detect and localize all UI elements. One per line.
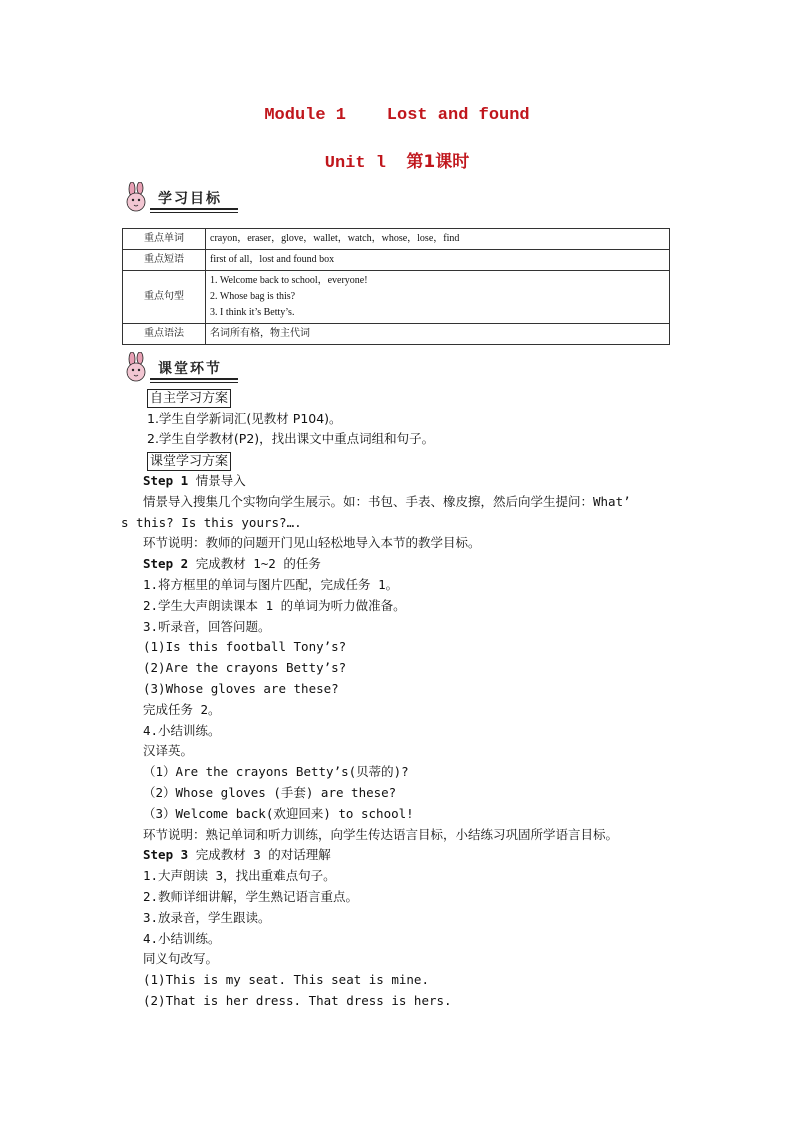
- line-text: 4.小结训练。: [143, 930, 221, 946]
- line-text: 2.教师详细讲解，学生熟记语言重点。: [143, 889, 359, 904]
- self-study-item: 2.学生自学教材(P2)，找出课文中重点词组和句子。: [147, 431, 435, 446]
- module-name: Lost and found: [386, 106, 530, 125]
- class-study-box: 课堂学习方案: [147, 452, 231, 471]
- content-line: [143, 597, 406, 615]
- line-text: 环节说明：熟记单词和听力训练，向学生传达语言目标，小结练习巩固所学语言目标。: [143, 826, 619, 842]
- table-row: [123, 229, 670, 250]
- row-value: 名词所有格，物主代词: [206, 324, 670, 345]
- lesson-number: 第1课时: [406, 152, 470, 172]
- module-number: Module 1: [264, 106, 346, 125]
- section-banner-class: [120, 352, 238, 382]
- line-text: 同义句改写。: [143, 951, 219, 967]
- step-number: Step 1: [143, 473, 189, 488]
- content-line: [143, 971, 429, 989]
- step-heading: [143, 555, 321, 573]
- banner-underline: [150, 382, 238, 383]
- self-study-item: 1.学生自学新词汇(见教材 P104)。: [147, 411, 342, 426]
- line-text: (2)Are the crayons Betty’s?: [143, 660, 347, 676]
- line-text: 情景导入: [195, 473, 246, 488]
- line-text: 完成教材 3 的对话理解: [195, 847, 331, 863]
- line-text: （3）Welcome back(欢迎回来) to school!: [143, 805, 414, 821]
- row-value: crayon，eraser，glove，wallet，watch，whose，lose，find: [206, 229, 670, 250]
- step-heading: [143, 472, 246, 490]
- content-line: [143, 826, 618, 844]
- line-text: 3.放录音，学生跟读。: [143, 909, 271, 925]
- banner-underline: [150, 208, 238, 210]
- row-value: first of all，lost and found box: [206, 250, 670, 271]
- content-line: [143, 638, 346, 656]
- module-title: [0, 106, 794, 125]
- content-line: [143, 680, 339, 698]
- section-banner-goals: [120, 182, 238, 212]
- line-text: (2)That is her dress. That dress is hers.: [143, 993, 452, 1008]
- table-row: [123, 271, 670, 324]
- content-line: [143, 909, 271, 927]
- line-text: 1.大声朗读 3，找出重难点句子。: [143, 868, 336, 884]
- line-text: 汉译英。: [143, 743, 194, 759]
- line-text: 情景导入搜集几个实物向学生展示。如：书包、手表、橡皮擦，然后向学生提问：What’: [143, 493, 631, 509]
- row-key: 重点短语: [123, 250, 206, 271]
- row-key: 重点单词: [123, 229, 206, 250]
- content-line: [143, 950, 218, 968]
- sentence-pattern: 2. Whose bag is this?: [210, 291, 296, 302]
- content-line: [143, 722, 221, 740]
- content-line: [143, 659, 346, 677]
- line-text: 完成教材 1~2 的任务: [195, 556, 321, 572]
- content-line: [143, 493, 631, 511]
- line-text: (3)Whose gloves are these?: [143, 681, 339, 696]
- content-line: [143, 805, 414, 823]
- banner-underline: [150, 212, 238, 213]
- table-row: [123, 324, 670, 345]
- unit-number: Unit l: [324, 154, 386, 173]
- content-line: [143, 888, 358, 906]
- rabbit-icon: [120, 182, 154, 214]
- unit-title: [0, 147, 794, 173]
- table-row: [123, 250, 670, 271]
- line-text: 4.小结训练。: [143, 722, 221, 738]
- content-line: [143, 534, 481, 552]
- content-line: [143, 784, 396, 802]
- section-label: 课堂环节: [158, 361, 222, 377]
- sentence-pattern: 1. Welcome back to school，everyone!: [210, 275, 368, 286]
- row-key: 重点语法: [123, 324, 206, 345]
- step-number: Step 3: [143, 847, 189, 863]
- content-line: [143, 576, 398, 594]
- line-text: (1)This is my seat. This seat is mine.: [143, 972, 429, 988]
- line-text: 环节说明：教师的问题开门见山轻松地导入本节的教学目标。: [143, 535, 481, 551]
- row-value: [206, 271, 670, 324]
- content-line: [143, 763, 409, 781]
- step-number: Step 2: [143, 556, 189, 572]
- line-text: （1）Are the crayons Betty’s(贝蒂的)?: [143, 764, 409, 780]
- banner-underline: [150, 378, 238, 380]
- line-text: 1.将方框里的单词与图片匹配，完成任务 1。: [143, 577, 399, 592]
- content-line: [143, 930, 221, 948]
- step-heading: [143, 846, 331, 864]
- line-text: (1)Is this football Tony’s?: [143, 639, 347, 655]
- line-text: 完成任务 2。: [143, 701, 221, 717]
- content-line: [143, 992, 452, 1010]
- line-text: 2.学生大声朗读课本 1 的单词为听力做准备。: [143, 597, 406, 613]
- content-line: [143, 867, 336, 885]
- section-label: 学习目标: [158, 191, 222, 207]
- content-line: [143, 742, 193, 760]
- content-line: [143, 701, 221, 719]
- sentence-pattern: 3. I think it’s Betty’s.: [210, 307, 295, 318]
- content-line: [143, 618, 271, 636]
- rabbit-icon: [120, 352, 154, 384]
- line-text: 3.听录音，回答问题。: [143, 618, 271, 634]
- self-study-box: 自主学习方案: [147, 389, 231, 408]
- line-text: s this? Is this yours?….: [121, 514, 302, 530]
- goals-table: [122, 228, 670, 345]
- line-text: （2）Whose gloves (手套) are these?: [143, 785, 397, 800]
- content-line: [121, 514, 302, 532]
- row-key: 重点句型: [123, 271, 206, 324]
